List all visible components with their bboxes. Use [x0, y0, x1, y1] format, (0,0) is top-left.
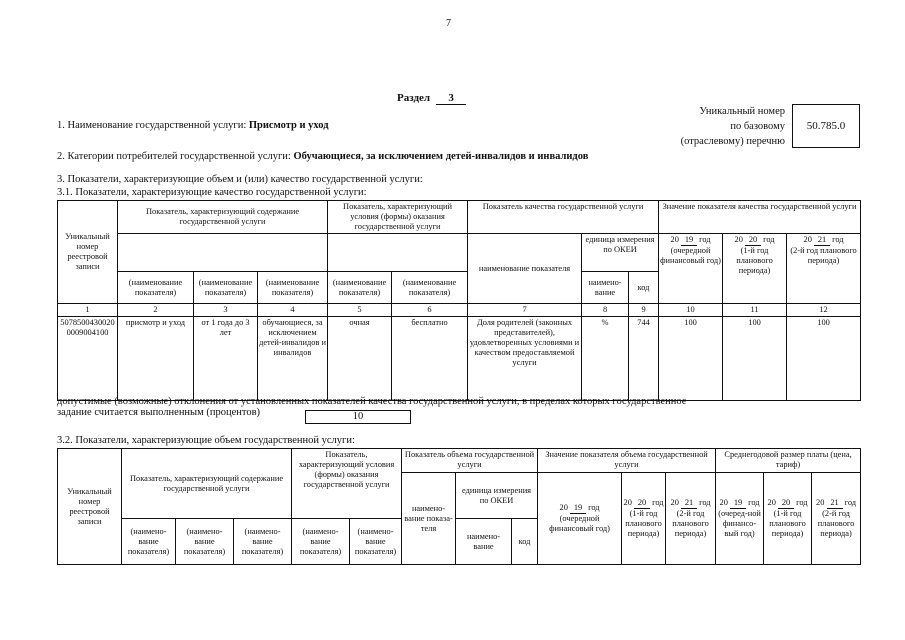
cell-condition-2: бесплатно: [392, 317, 468, 401]
header-conditions-indicator: Показатель, характеризующий условия (формы) оказания государственной услуги: [292, 449, 402, 519]
volume-table: [57, 448, 861, 565]
column-number: 10: [659, 304, 723, 317]
cell-content-2: от 1 года до 3 лет: [194, 317, 258, 401]
column-number: 1: [58, 304, 118, 317]
service-name-line: [57, 120, 329, 131]
cell-registry-number: 50785004300200009004100: [58, 317, 118, 401]
content-subheader-gap: [118, 234, 328, 272]
header-quality-value: Значение показателя качества государственной услуги: [659, 201, 861, 234]
year-1-post: год: [699, 235, 711, 244]
column-number: 5: [328, 304, 392, 317]
header-conditions-indicator: Показатель, характеризующий условия (формы) оказания государственной услуги: [328, 201, 468, 234]
subheader-indicator-name: (наимено-вание показателя): [176, 519, 234, 565]
header-year-1: [659, 234, 723, 304]
volume-year-2-post: год: [652, 498, 664, 507]
column-number: 11: [723, 304, 787, 317]
column-number: 12: [787, 304, 861, 317]
header-average-price: Среднегодовой размер платы (цена, тариф): [716, 449, 861, 473]
year-3-yy: 21: [814, 235, 830, 246]
volume-year-2-yy: 20: [634, 498, 650, 509]
cell-unit-name: %: [582, 317, 629, 401]
price-year-3-yy: 21: [827, 498, 843, 509]
year-2-note: (1-й год планового периода): [736, 246, 773, 275]
header-unit-name: наимено-вание: [456, 519, 512, 565]
unique-number-label-line: по базовому: [730, 121, 785, 132]
header-indicator-name: наимено-вание показа-теля: [402, 473, 456, 565]
price-year-2-yy: 20: [778, 498, 794, 509]
tolerance-text: допустимые (возможные) отклонения от установленных показателей качества государственной услуги, в пределах которых государственное: [57, 396, 687, 407]
price-year-3-note: (2-й год планового периода): [817, 509, 855, 538]
year-2-pre: 20: [734, 235, 743, 244]
header-unique-number: Уникальный номер реестровой записи: [58, 449, 122, 565]
header-price-year-1: [716, 473, 764, 565]
column-number: 3: [194, 304, 258, 317]
cell-value-year-2: 100: [723, 317, 787, 401]
service-name-value: Присмотр и уход: [248, 120, 329, 131]
year-1-pre: 20: [670, 235, 679, 244]
column-numbers-row: [58, 304, 861, 317]
year-2-post: год: [763, 235, 775, 244]
header-volume-year-3: [666, 473, 716, 565]
volume-year-3-yy: 21: [681, 498, 697, 509]
header-unit-code: код: [512, 519, 538, 565]
cell-content-1: присмотр и уход: [118, 317, 194, 401]
cell-condition-1: очная: [328, 317, 392, 401]
subheader-indicator-name: (наименование показателя): [118, 272, 194, 304]
header-content-indicator: Показатель, характеризующий содержание государственной услуги: [118, 201, 328, 234]
cell-content-3: обучающиеся, за исключением детей-инвалидов и инвалидов: [258, 317, 328, 401]
header-indicator-name: наименование показателя: [468, 234, 582, 304]
header-volume-year-1: [538, 473, 622, 565]
subheader-indicator-name: (наимено-вание показателя): [292, 519, 350, 565]
consumer-category-label: 2. Категории потребителей государственной услуги:: [57, 151, 294, 162]
price-year-2-note: (1-й год планового периода): [769, 509, 806, 538]
conditions-subheader-gap: [328, 234, 468, 272]
column-number: 9: [629, 304, 659, 317]
subheader-indicator-name: (наименование показателя): [194, 272, 258, 304]
volume-year-1-yy: 19: [570, 503, 586, 514]
cell-value-year-1: 100: [659, 317, 723, 401]
column-number: 4: [258, 304, 328, 317]
header-price-year-2: [764, 473, 812, 565]
column-number: 6: [392, 304, 468, 317]
subheader-indicator-name: (наимено-вание показателя): [234, 519, 292, 565]
subheader-indicator-name: (наименование показателя): [328, 272, 392, 304]
volume-year-3-note: (2-й год планового периода): [672, 509, 709, 538]
volume-year-1-pre: 20: [559, 503, 568, 512]
unique-number-label-line: (отраслевому) перечню: [680, 136, 785, 147]
price-year-1-yy: 19: [730, 498, 746, 509]
header-volume-year-2: [622, 473, 666, 565]
volume-year-3-pre: 20: [670, 498, 679, 507]
subheader-indicator-name: (наименование показателя): [258, 272, 328, 304]
tolerance-value-box: 10: [305, 410, 411, 424]
subheader-indicator-name: (наимено-вание показателя): [122, 519, 176, 565]
section-number: 3: [436, 92, 466, 105]
header-content-indicator: Показатель, характеризующий содержание государственной услуги: [122, 449, 292, 519]
header-year-3: [787, 234, 861, 304]
price-year-1-post: год: [748, 498, 760, 507]
section-label: Раздел: [397, 92, 431, 104]
volume-year-2-pre: 20: [623, 498, 632, 507]
header-price-year-3: [812, 473, 861, 565]
cell-value-year-3: 100: [787, 317, 861, 401]
column-number: 2: [118, 304, 194, 317]
year-2-yy: 20: [745, 235, 761, 246]
price-year-3-pre: 20: [816, 498, 825, 507]
header-unique-number: Уникальный номер реестровой записи: [58, 201, 118, 304]
subheader-indicator-name: (наимено-вание показателя): [350, 519, 402, 565]
consumer-category-value: Обучающиеся, за исключением детей-инвалидов и инвалидов: [293, 151, 589, 162]
volume-indicators-heading: 3.2. Показатели, характеризующие объем государственной услуги:: [57, 435, 355, 446]
cell-unit-code: 744: [629, 317, 659, 401]
column-number: 8: [582, 304, 629, 317]
price-year-1-note: (очеред-ной финансо-вый год): [718, 509, 761, 538]
page-number: 7: [446, 18, 451, 29]
consumer-category-line: [57, 151, 588, 162]
header-volume-indicator: Показатель объема государственной услуги: [402, 449, 538, 473]
unique-number-box: 50.785.0: [792, 104, 860, 148]
header-quality-indicator: Показатель качества государственной услуги: [468, 201, 659, 234]
header-year-2: [723, 234, 787, 304]
quality-indicators-heading: 3.1. Показатели, характеризующие качество государственной услуги:: [57, 187, 367, 198]
unique-number-label: [660, 104, 785, 149]
volume-year-2-note: (1-й год планового периода): [625, 509, 662, 538]
header-unit: единица измерения по ОКЕИ: [456, 473, 538, 519]
service-name-label: 1. Наименование государственной услуги:: [57, 120, 249, 131]
year-3-note: (2-й год планового периода): [790, 246, 857, 265]
price-year-3-post: год: [844, 498, 857, 507]
year-1-yy: 19: [681, 235, 697, 246]
header-volume-value: Значение показателя объема государственной услуги: [538, 449, 716, 473]
price-year-2-post: год: [796, 498, 808, 507]
price-year-1-pre: 20: [719, 498, 728, 507]
subheader-indicator-name: (наименование показателя): [392, 272, 468, 304]
section-heading: [397, 92, 466, 105]
header-unit: единица измерения по ОКЕИ: [582, 234, 659, 272]
volume-year-1-post: год: [588, 503, 600, 512]
volume-year-3-post: год: [699, 498, 711, 507]
table-row: [58, 317, 861, 401]
indicators-heading: 3. Показатели, характеризующие объем и (или) качество государственной услуги:: [57, 174, 423, 185]
volume-year-1-note: (очередной финансовый год): [549, 514, 610, 533]
price-year-2-pre: 20: [767, 498, 776, 507]
year-3-post: год: [832, 235, 844, 244]
unique-number-label-line: Уникальный номер: [699, 106, 785, 117]
header-unit-name: наимено-вание: [582, 272, 629, 304]
quality-table: [57, 200, 861, 401]
header-unit-code: код: [629, 272, 659, 304]
tolerance-text-2: задание считается выполненным (процентов): [57, 407, 261, 418]
year-3-pre: 20: [803, 235, 812, 244]
cell-indicator-name: Доля родителей (законных представителей), удовлетворенных условиями и качеством предоставляемой услуги: [468, 317, 582, 401]
year-1-note: (очередной финансовый год): [660, 246, 721, 265]
column-number: 7: [468, 304, 582, 317]
